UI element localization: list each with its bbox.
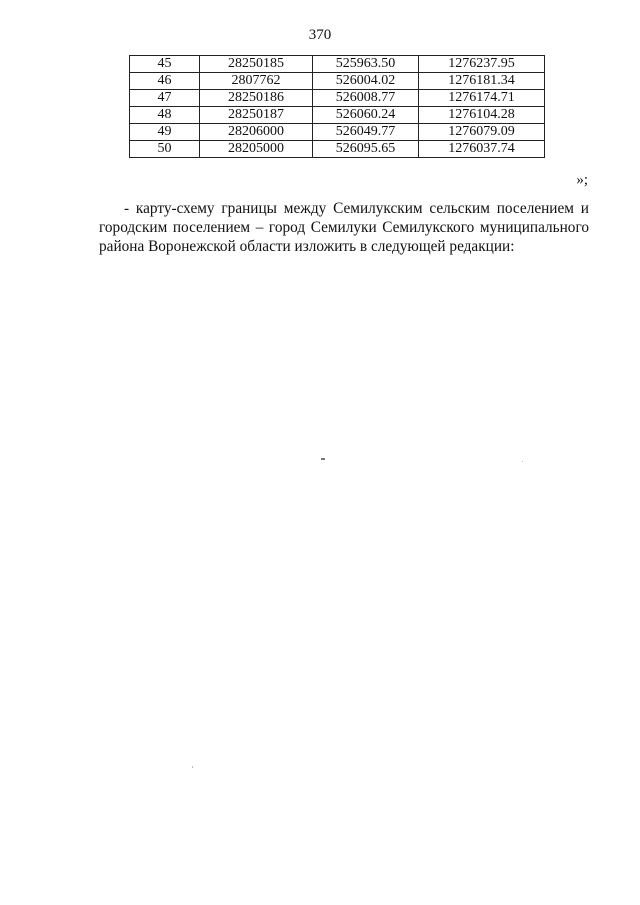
scan-speck <box>321 458 325 460</box>
x-coordinate-cell: 526049.77 <box>313 124 419 141</box>
point-number-cell: 48 <box>130 107 200 124</box>
table-row <box>130 90 545 107</box>
point-id-cell: 28250187 <box>200 107 313 124</box>
point-number-cell: 45 <box>130 56 200 73</box>
scan-speck <box>522 461 523 462</box>
closing-quote: »; <box>576 172 588 188</box>
scan-speck <box>192 766 193 768</box>
point-number-cell: 47 <box>130 90 200 107</box>
point-number-cell: 46 <box>130 73 200 90</box>
y-coordinate-cell: 1276104.28 <box>419 107 545 124</box>
y-coordinate-cell: 1276181.34 <box>419 73 545 90</box>
y-coordinate-cell: 1276037.74 <box>419 141 545 158</box>
point-number-cell: 49 <box>130 124 200 141</box>
point-id-cell: 28206000 <box>200 124 313 141</box>
point-number-cell: 50 <box>130 141 200 158</box>
x-coordinate-cell: 526008.77 <box>313 90 419 107</box>
table-row <box>130 124 545 141</box>
table-row <box>130 107 545 124</box>
point-id-cell: 28250186 <box>200 90 313 107</box>
table-row <box>130 141 545 158</box>
table-row <box>130 56 545 73</box>
body-paragraph: - карту-схему границы между Семилукским сельским поселением и городским поселением – город Семилуки Семилукского муниципального района Воронежской области изложить в следующей редакции: <box>99 200 589 255</box>
y-coordinate-cell: 1276174.71 <box>419 90 545 107</box>
point-id-cell: 2807762 <box>200 73 313 90</box>
x-coordinate-cell: 526060.24 <box>313 107 419 124</box>
x-coordinate-cell: 526004.02 <box>313 73 419 90</box>
y-coordinate-cell: 1276079.09 <box>419 124 545 141</box>
point-id-cell: 28250185 <box>200 56 313 73</box>
y-coordinate-cell: 1276237.95 <box>419 56 545 73</box>
point-id-cell: 28205000 <box>200 141 313 158</box>
table-row <box>130 73 545 90</box>
x-coordinate-cell: 525963.50 <box>313 56 419 73</box>
x-coordinate-cell: 526095.65 <box>313 141 419 158</box>
coordinates-table <box>129 55 545 158</box>
page-number: 370 <box>308 27 332 43</box>
